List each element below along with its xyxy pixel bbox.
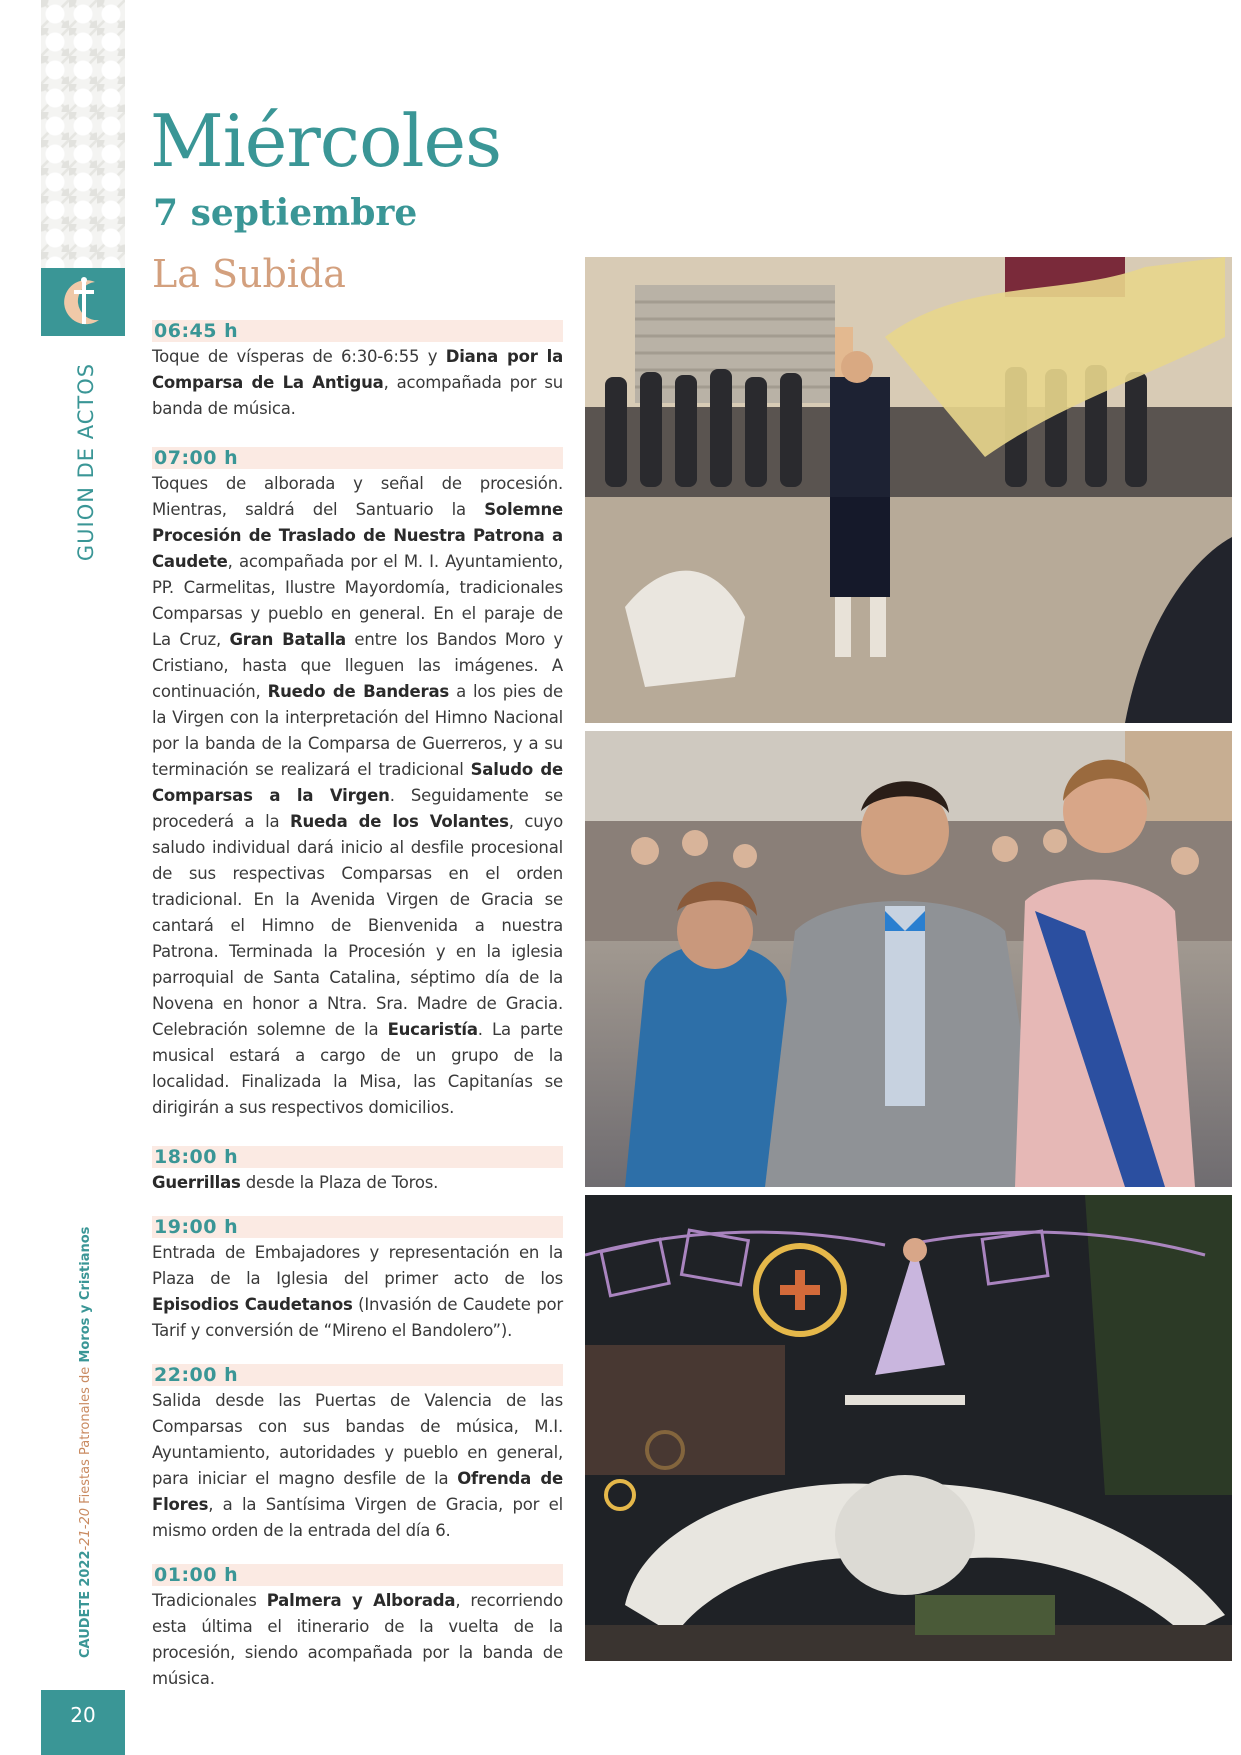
event-description: [152, 471, 563, 1121]
day-heading: Miércoles: [150, 99, 502, 183]
event-time: 06:45 h: [152, 320, 563, 342]
event-time: 07:00 h: [152, 447, 563, 469]
event-highlight: Solemne Procesión de Traslado de Nuestra Patrona a Caudete: [152, 500, 563, 571]
footer-alt-years: -21-20: [78, 1508, 93, 1551]
event-time: 19:00 h: [152, 1216, 563, 1238]
event-highlight: Rueda de los Volantes: [289, 812, 509, 831]
schedule-list: [152, 320, 563, 1692]
event-text: . La parte musical estará a cargo de un grupo de la localidad. Finalizada la Misa, las Capitanías se dirigirán a sus respectivos domicilios.: [152, 1020, 564, 1117]
event-description: [152, 1388, 563, 1544]
event-text: , cuyo saludo individual dará inicio al desfile procesional de sus respectivas Comparsas en el orden tradicional. En la Avenida Virgen de Gracia se cantará el Himno de Bienvenida a nuestra Patrona. Terminada la Procesión y en la iglesia parroquial de Santa Catalina, séptimo día de la Novena en honor a Ntra. Sra. Madre de Gracia. Celebración solemne de la: [152, 812, 563, 1039]
event-highlight: Guerrillas: [152, 1173, 241, 1192]
section-title: GUION DE ACTOS: [74, 362, 98, 562]
decorative-pattern: [41, 0, 125, 270]
schedule-event: [152, 1364, 563, 1544]
event-text: , recorriendo esta última el itinerario de la vuelta de la procesión, siendo acompañada por la banda de música.: [152, 1591, 564, 1688]
event-text: Toques de alborada y señal de procesión. Mientras, saldrá del Santuario la: [152, 474, 563, 519]
event-description: [152, 1170, 563, 1196]
event-text: , acompañada por el M. I. Ayuntamiento, PP. Carmelitas, Ilustre Mayordomía, tradicionales Comparsas y pueblo en general. En el paraje de La Cruz,: [152, 552, 563, 649]
event-time: 22:00 h: [152, 1364, 563, 1386]
caudete-cross-crescent-icon: [55, 272, 111, 332]
schedule-event: [152, 447, 563, 1121]
subtitle-heading: La Subida: [152, 252, 346, 296]
footer-text: Fiestas Patronales de: [78, 1362, 93, 1509]
event-text: Tradicionales: [152, 1591, 267, 1610]
schedule-event: [152, 1146, 563, 1196]
schedule-event: [152, 320, 563, 422]
event-highlight: Ruedo de Banderas: [267, 682, 450, 701]
event-highlight: Diana por la Comparsa de La Antigua: [152, 347, 563, 392]
event-highlight: Episodios Caudetanos: [152, 1295, 353, 1314]
event-time: 01:00 h: [152, 1564, 563, 1586]
event-text: . Seguidamente se procederá a la: [152, 786, 563, 831]
photo-parade-couple: [585, 731, 1232, 1187]
page-number: 20: [41, 1690, 125, 1755]
footer-publication: [76, 1178, 96, 1658]
event-text: Salida desde las Puertas de Valencia de las Comparsas con sus bandas de música, M.I. Ayuntamiento, autoridades y pueblo en general, para iniciar el magno desfile de la: [152, 1391, 563, 1488]
event-description: [152, 1240, 563, 1344]
schedule-event: [152, 1216, 563, 1344]
photo-parade-flag: [585, 257, 1232, 723]
event-text: entre los Bandos Moro y Cristiano, hasta que lleguen las imágenes. A continuación,: [152, 630, 563, 701]
event-highlight: Palmera y Alborada: [266, 1591, 456, 1610]
date-heading: 7 septiembre: [153, 192, 418, 234]
event-highlight: Saludo de Comparsas a la Virgen: [152, 760, 564, 805]
footer-place: CAUDETE: [78, 1590, 93, 1658]
event-text: , a la Santísima Virgen de Gracia, por el mismo orden de la entrada del día 6.: [152, 1495, 563, 1540]
event-text: Entrada de Embajadores y representación en la Plaza de la Iglesia del primer acto de los: [152, 1243, 563, 1288]
schedule-event: [152, 1564, 563, 1692]
logo-badge: [41, 268, 125, 336]
event-text: desde la Plaza de Toros.: [240, 1173, 439, 1192]
photo-night-float: [585, 1195, 1232, 1661]
event-text: (Invasión de Caudete por Tarif y conversión de “Mireno el Bandolero”).: [152, 1295, 563, 1340]
event-highlight: Ofrenda de Flores: [152, 1469, 563, 1514]
footer-bold: Moros y Cristianos: [78, 1226, 93, 1363]
event-description: [152, 344, 563, 422]
event-time: 18:00 h: [152, 1146, 563, 1168]
event-description: [152, 1588, 563, 1692]
event-text: Toque de vísperas de 6:30-6:55 y: [152, 347, 446, 366]
event-text: , acompañada por su banda de música.: [152, 373, 563, 418]
event-highlight: Gran Batalla: [229, 630, 346, 649]
footer-year: 2022: [78, 1550, 93, 1587]
event-highlight: Eucaristía: [387, 1020, 478, 1039]
event-text: a los pies de la Virgen con la interpretación del Himno Nacional por la banda de la Comparsa de Guerreros, y a su terminación se realizará el tradicional: [152, 682, 564, 779]
